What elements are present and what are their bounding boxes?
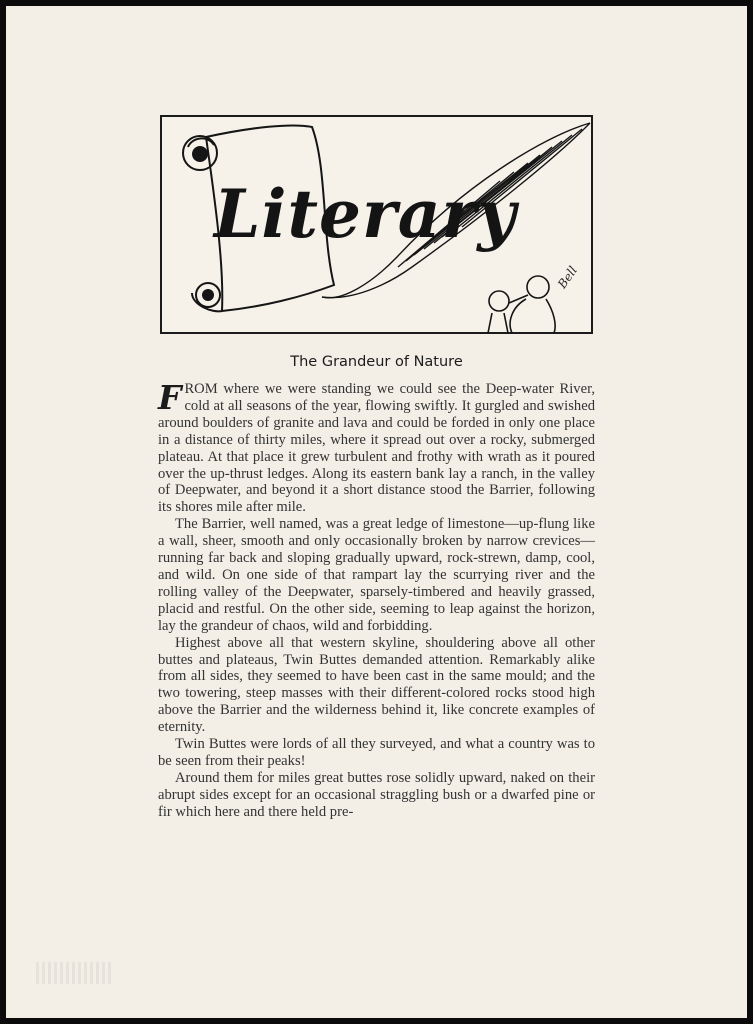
section-title-literary: Literary: [214, 175, 517, 253]
literary-header-illustration: [160, 115, 593, 334]
article-title: The Grandeur of Nature: [290, 354, 463, 370]
artist-signature: Bell: [555, 263, 581, 292]
paragraph: Around them for miles great buttes rose solidly upward, naked on their abrupt sides except for an occasional straggling bush or a dwarfed pine or fir which here and there held pre-: [158, 769, 595, 820]
page: [6, 6, 747, 1018]
paragraph: FROM where we were standing we could see the Deep-water River, cold at all seasons of the year, flowing swiftly. It gurgled and swished around boulders of granite and lava and could be forded in only one place in a distance of thirty miles, where it spread out over a rocky, submerged plateau. At that place it grew turbulent and frothy with wrath as it poured over the up-thrust ledges. Along its eastern bank lay a ranch, in the valley of Deepwater, and beyond it a short distance stood the Barrier, following its shores mile after mile.: [158, 378, 595, 516]
drop-cap: F: [158, 378, 182, 417]
article-body: [158, 378, 595, 821]
faint-library-stamp: [36, 962, 114, 984]
paragraph: Twin Buttes were lords of all they surveyed, and what a country was to be seen from their peaks!: [158, 736, 595, 769]
paragraph: The Barrier, well named, was a great ledge of limestone—up-flung like a wall, sheer, smooth and only occasionally broken by narrow crevices—running far back and sloping gradually upward, rock-strewn, damp, cool, and wild. On one side of that rampart lay the scurrying river and the rolling valley of the Deepwater, sparsely-timbered and heavily grassed, placid and restful. On the other side, seeming to leap against the horizon, lay the grandeur of chaos, wild and forbidding.: [158, 516, 595, 634]
cartoon-figure-icon: [488, 276, 555, 333]
paragraph: Highest above all that western skyline, shouldering above all other buttes and plateaus, Twin Buttes demanded attention. Remarkably alike from all sides, they seemed to have been cast in the same mould; and the two towering, steep masses with their different-colored rocks stood high above the Barrier and the wilderness behind it, like concrete examples of eternity.: [158, 634, 595, 736]
